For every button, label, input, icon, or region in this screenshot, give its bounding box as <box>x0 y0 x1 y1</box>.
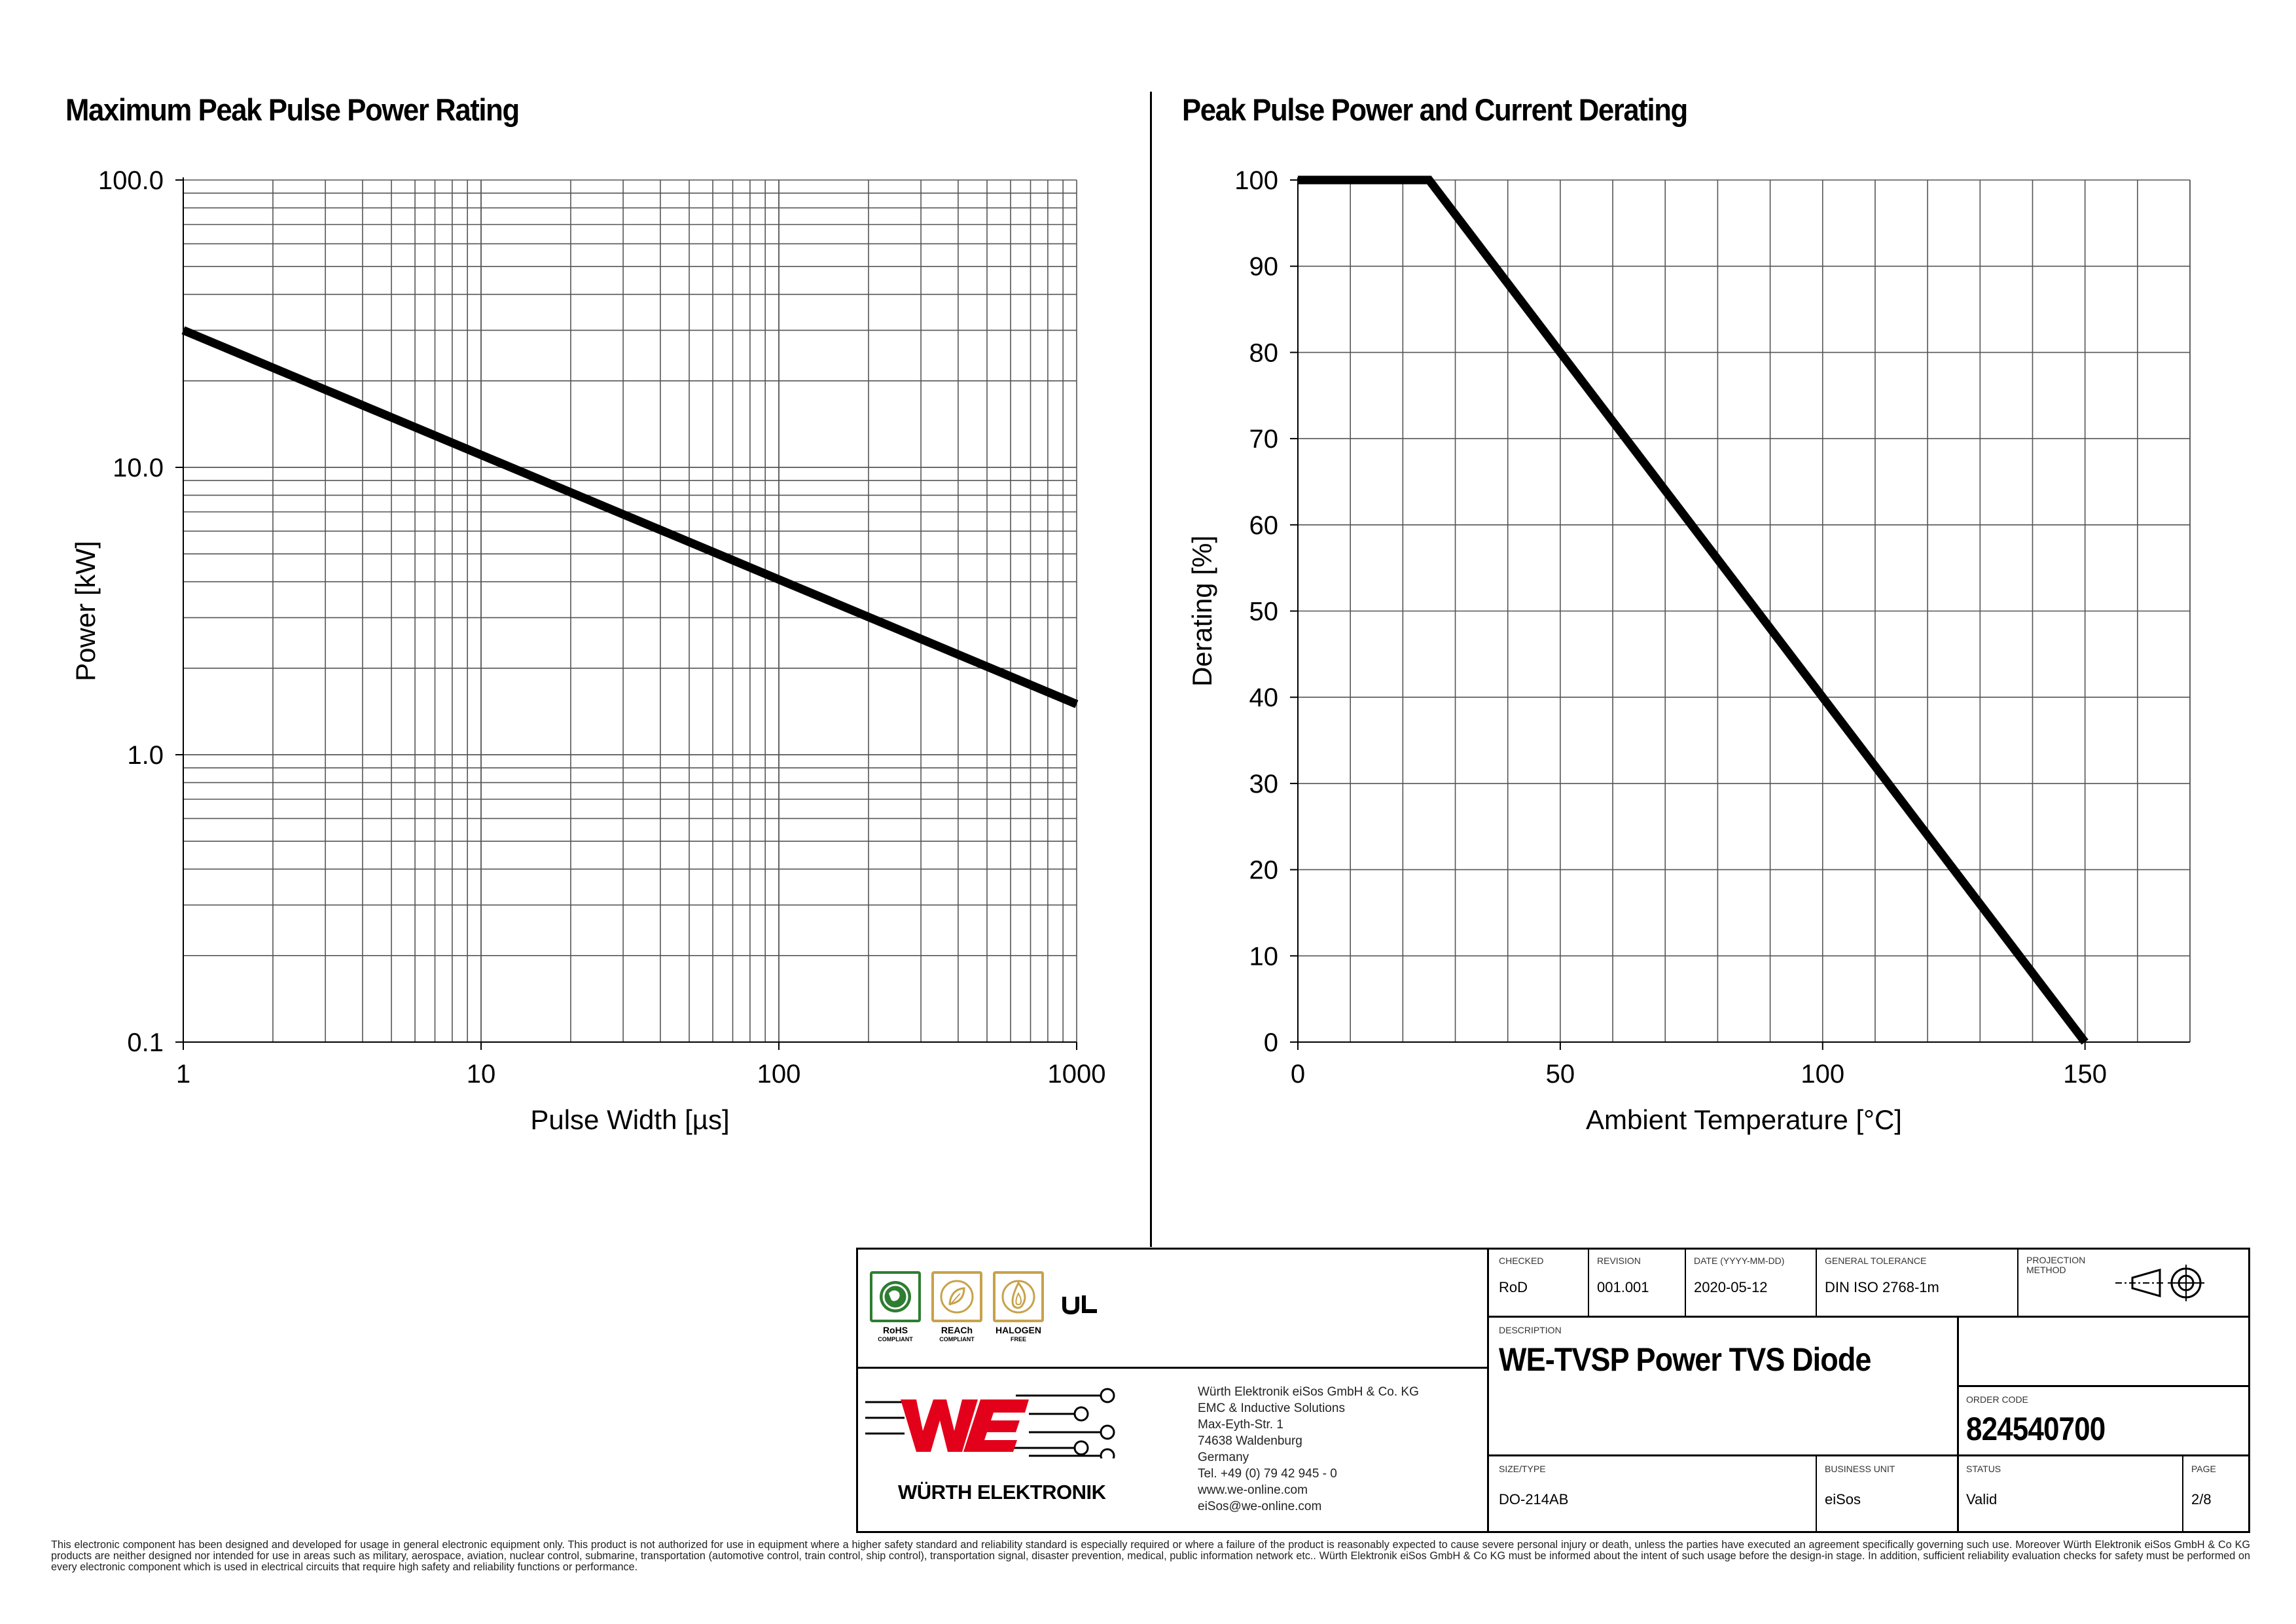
rohs-label: RoHS COMPLIANT <box>878 1325 913 1343</box>
status-value: Valid <box>1966 1491 1998 1507</box>
business-unit-value: eiSos <box>1825 1491 1861 1507</box>
left-x-tick-label: 10 <box>466 1060 496 1089</box>
halogen-label: HALOGEN FREE <box>996 1325 1041 1343</box>
left-x-axis-label: Pulse Width [µs] <box>530 1104 730 1135</box>
reach-label: REACh COMPLIANT <box>939 1325 975 1343</box>
description-value: WE-TVSP Power TVS Diode <box>1499 1341 1871 1378</box>
right-y-tick-label: 30 <box>1249 769 1278 799</box>
date-label: DATE (YYYY-MM-DD) <box>1694 1255 1785 1266</box>
left-y-tick-label: 10.0 <box>113 454 164 482</box>
left-y-axis-label: Power [kW] <box>70 541 101 681</box>
left-series-line <box>183 331 1077 704</box>
disclaimer-text: This electronic component has been designed and developed for usage in general electronic equipment only. This product is not authorized for use in equipment where a higher safety standard and reliability standard is especially required or where a failure of the product is reasonably expected to cause severe personal injury or death, unless the parties have executed an agreement specifically governing such use. Moreover Würth Elektronik eiSos GmbH & Co KG products are neither designed nor intended for use in areas such as military, aerospace, aviation, nuclear control, submarine, transportation (automotive control, train control, ship control), transportation signal, disaster prevention, medical, public information network etc.. Würth Elektronik eiSos GmbH & Co KG must be informed about the intent of such usage before the design-in stage. In addition, sufficient reliability evaluation checks for safety must be performed on every electronic component which is used in electrical circuits that require high safety and reliability functions or performance. <box>51 1539 2250 1573</box>
tb-divider <box>1685 1248 1686 1316</box>
halogen-badge <box>993 1271 1044 1322</box>
leaf-icon <box>934 1274 980 1320</box>
size-value: DO-214AB <box>1499 1491 1569 1507</box>
right-y-tick-label: 100 <box>1234 166 1278 195</box>
right-y-tick-label: 20 <box>1249 856 1278 885</box>
left-chart-title: Maximum Peak Pulse Power Rating <box>65 92 519 127</box>
description-label: DESCRIPTION <box>1499 1325 1562 1335</box>
reach-badge <box>931 1271 982 1322</box>
right-y-tick-label: 40 <box>1249 683 1278 713</box>
right-x-tick-label: 150 <box>2063 1060 2108 1089</box>
page-label: PAGE <box>2191 1464 2216 1474</box>
ul-recognized-icon <box>1060 1293 1100 1316</box>
left-y-tick-label: 0.1 <box>127 1028 164 1057</box>
date-value: 2020-05-12 <box>1694 1279 1768 1295</box>
right-x-axis-label: Ambient Temperature [°C] <box>1586 1104 1902 1135</box>
tb-divider <box>1957 1385 2250 1387</box>
right-y-tick-label: 0 <box>1263 1028 1278 1057</box>
revision-value: 001.001 <box>1597 1279 1649 1295</box>
tb-divider <box>1487 1316 2250 1318</box>
checked-value: RoD <box>1499 1279 1528 1295</box>
rohs-badge <box>870 1271 921 1322</box>
tb-divider <box>1957 1316 1959 1533</box>
order-code-value: 824540700 <box>1966 1411 2106 1447</box>
right-y-tick-label: 60 <box>1249 511 1278 540</box>
checked-label: CHECKED <box>1499 1255 1544 1266</box>
status-label: STATUS <box>1966 1464 2001 1474</box>
we-logo-icon <box>865 1380 1140 1458</box>
right-x-tick-label: 100 <box>1801 1060 1845 1089</box>
order-code-label: ORDER CODE <box>1966 1394 2028 1405</box>
tb-divider <box>2017 1248 2018 1316</box>
revision-label: REVISION <box>1597 1255 1641 1266</box>
globe-icon <box>872 1274 918 1320</box>
we-logo-text: WÜRTH ELEKTRONIK <box>898 1481 1106 1504</box>
company-address: Würth Elektronik eiSos GmbH & Co. KG EMC & Inductive Solutions Max-Eyth-Str. 1 74638 Waldenburg Germany Tel. +49 (0) 79 42 945 - 0 www.we-online.com eiSos@we-online.com <box>1198 1385 1419 1513</box>
projection-method-icon <box>2113 1257 2211 1309</box>
right-chart-title: Peak Pulse Power and Current Derating <box>1182 92 1687 127</box>
tb-divider <box>1816 1454 1817 1533</box>
left-y-tick-label: 1.0 <box>127 741 164 770</box>
tb-divider <box>1487 1454 2250 1456</box>
right-y-tick-label: 80 <box>1249 338 1278 368</box>
right-x-tick-label: 50 <box>1545 1060 1575 1089</box>
flame-icon <box>996 1274 1041 1320</box>
tolerance-value: DIN ISO 2768-1m <box>1825 1279 1939 1295</box>
tb-divider <box>1816 1248 1817 1316</box>
right-x-tick-label: 0 <box>1290 1060 1306 1089</box>
left-y-tick-label: 100.0 <box>98 166 164 195</box>
tb-divider <box>2182 1454 2183 1533</box>
left-x-tick-label: 1000 <box>1047 1060 1106 1089</box>
right-y-tick-label: 10 <box>1249 942 1278 971</box>
left-x-tick-label: 1 <box>175 1060 191 1089</box>
right-y-tick-label: 90 <box>1249 252 1278 281</box>
size-label: SIZE/TYPE <box>1499 1464 1546 1474</box>
page-value: 2/8 <box>2191 1491 2212 1507</box>
tolerance-label: GENERAL TOLERANCE <box>1825 1255 1927 1266</box>
left-x-tick-label: 100 <box>757 1060 801 1089</box>
tb-divider <box>856 1367 1487 1369</box>
right-y-tick-label: 50 <box>1249 597 1278 626</box>
projection-label: PROJECTION METHOD <box>2026 1255 2086 1275</box>
tb-divider <box>1588 1248 1589 1316</box>
right-y-axis-label: Derating [%] <box>1187 535 1217 687</box>
right-y-tick-label: 70 <box>1249 425 1278 454</box>
tb-divider <box>1487 1248 1489 1533</box>
business-unit-label: BUSINESS UNIT <box>1825 1464 1895 1474</box>
